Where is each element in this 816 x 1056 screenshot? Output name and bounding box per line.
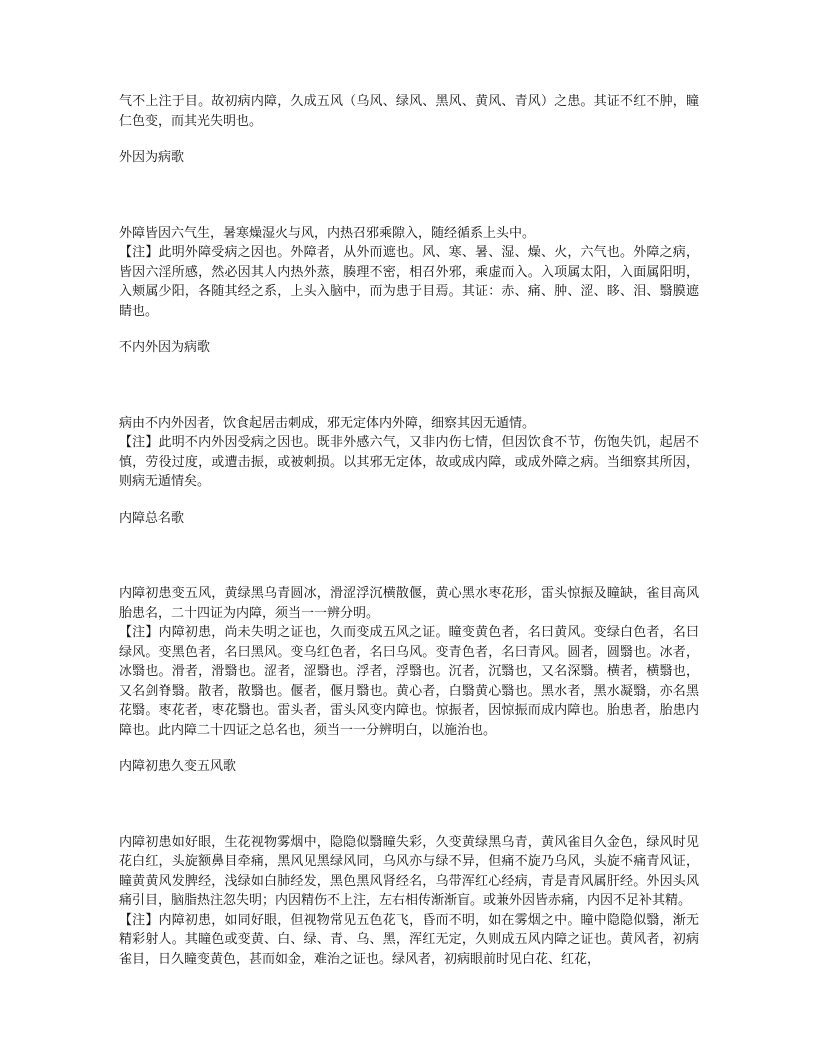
verse-paragraph-buneiwaiyin: 病由不内外因者，饮食起居击刺成，邪无定体内外障，细察其因无遁情。	[119, 415, 536, 431]
note-paragraph-neizhang: 【注】内障初患，尚未失明之证也，久而变成五风之证。瞳变黄色者，名曰黄风。变绿白色者，名曰绿风。变黑色者，名曰黑风。变乌红色者，名曰乌风。变青色者，名曰青风。圆者，圆翳也。冰者，冰翳也。滑者，滑翳也。涩者，涩翳也。浮者，浮翳也。沉者，沉翳也，又名深翳。横者，横翳也，又名剑脊翳。散者，散翳也。偃者，偃月翳也。黄心者，白翳黄心翳也。黑水者，黑水凝翳，亦名黑花翳。枣花者，枣花翳也。雷头者，雷头风变内障也。惊振者，因惊振而成内障也。胎患者，胎患内障也。此内障二十四证之总名也，须当一一分辨明白，以施治也。	[119, 625, 699, 738]
spacer	[119, 131, 699, 148]
note-paragraph-buneiwaiyin: 【注】此明不内外因受病之因也。既非外感六气，又非内伤七情，但因饮食不节，伤饱失饥，起居不慎，劳役过度，或遭击振，或被刺损。以其邪无定体，故或成内障，或成外障之病。当细察其所因，则病无遁情矣。	[119, 435, 699, 489]
section-heading-neizhang: 内障总名歌	[119, 510, 185, 526]
spacer	[119, 321, 699, 338]
section-heading-buneiwaiyin: 不内外因为病歌	[119, 340, 211, 355]
note-paragraph-wufeng: 【注】内障初患，如同好眼，但视物常见五色花飞，昏而不明，如在雾烟之中。瞳中隐隐似翳，渐无精彩射人。其瞳色或变黄、白、绿、青、乌、黑，浑红无定，久则成五风内障之证也。黄风者，初病雀目，日久瞳变黄色，甚而如金，难治之证也。绿风者，初病眼前时见白花、红花，	[119, 912, 699, 967]
intro-paragraph: 气不上注于目。故初病内障，久成五风（乌风、绿风、黑风、黄风、青风）之患。其证不红不肿，瞳仁色变，而其光失明也。	[119, 94, 699, 129]
spacer	[119, 777, 699, 833]
section-heading-wufeng: 内障初患久变五风歌	[119, 759, 237, 774]
spacer	[119, 358, 699, 414]
spacer	[119, 492, 699, 509]
verse-paragraph-neizhang: 内障初患变五风，黄绿黑乌青圆冰，滑涩浮沉横散偃，黄心黑水枣花形，雷头惊振及瞳缺，雀目高风胎患名，二十四证为内障，须当一一辨分明。	[119, 586, 699, 621]
section-heading-waiyin: 外因为病歌	[119, 150, 185, 165]
verse-paragraph-wufeng: 内障初患如好眼，生花视物雾烟中，隐隐似翳瞳失彩，久变黄绿黑乌青，黄风雀目久金色，绿风时见花白红，头旋额鼻目牵痛，黑风见黑绿风同，乌风亦与绿不异，但痛不旋乃乌风，头旋不痛青风证，瞳黄黄风发脾经，浅绿如白肺经发，黑色黑风肾经名，乌带浑红心经病，青是青风属肝经。外因头风痛引目，脑脂热注忽失明；内因精伤不上注，左右相传渐渐盲。或兼外因皆赤痛，内因不足补其精。	[119, 834, 699, 908]
note-paragraph-waiyin: 【注】此明外障受病之因也。外障者，从外而遮也。风、寒、暑、湿、燥、火，六气也。外障之病，皆因六淫所感，然必因其人内热外蒸，腠理不密，相召外邪，乘虚而入。入项属太阳，入面属阳明，入颊属少阳，各随其经之系，上头入脑中，而为患于目焉。其证：赤、痛、肿、涩、眵、泪、翳膜遮睛也。	[119, 245, 699, 319]
verse-paragraph-waiyin: 外障皆因六气生，暑寒燥湿火与风，内热召邪乘隙入，随经循系上头中。	[119, 225, 536, 241]
document-page	[119, 92, 699, 969]
spacer	[119, 168, 699, 224]
spacer	[119, 740, 699, 757]
spacer	[119, 528, 699, 584]
